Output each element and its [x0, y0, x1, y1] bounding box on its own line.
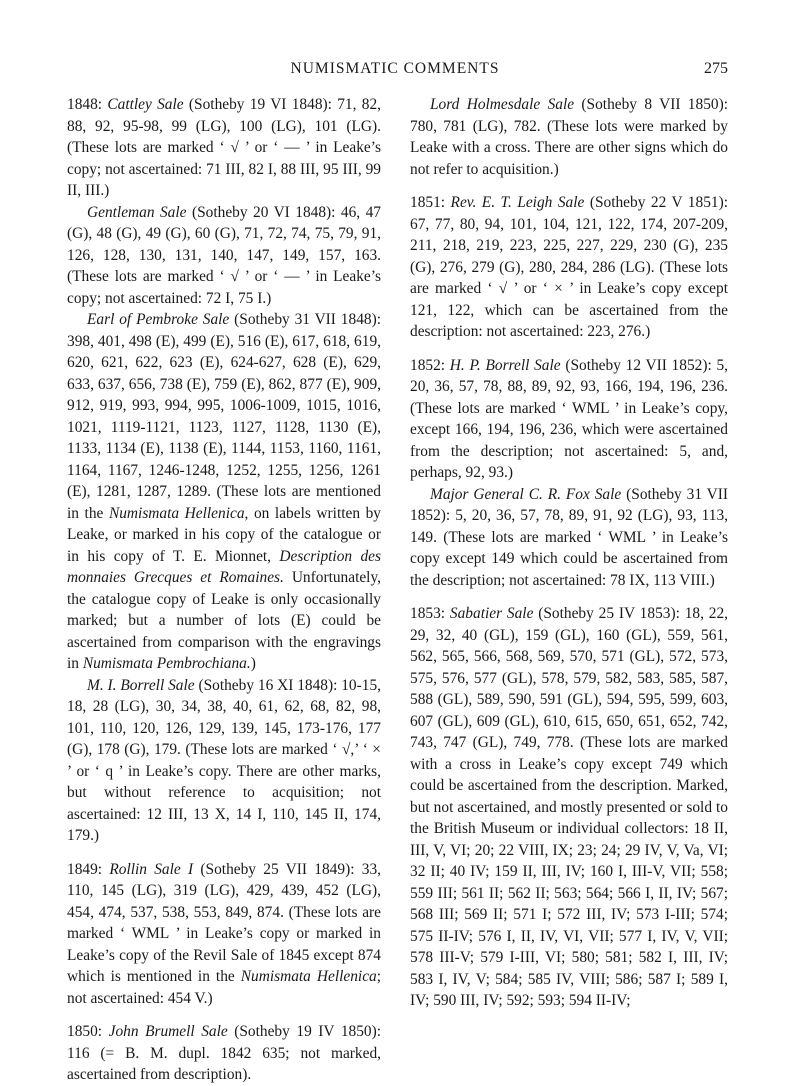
entry-mi-borrell-sale: M. I. Borrell Sale (Sotheby 16 XI 1848): 10-15, 18, 28 (LG), 30, 34, 38, 40, 61, 62, 68, 82, 98, 101, 110, 120, 126, 129, 139, 145, 173-176, 177 (G), 178 (G), 179. (These lots are marked ‘ √,’ ‘ × ’ or ‘ q ’ in Leake’s copy. There are other marks, but without reference to acquisition; not ascertained: 12 III, 13 X, 14 I, 110, 145 II, 174, 179.)	[67, 676, 381, 844]
entry-pembroke-sale: Earl of Pembroke Sale (Sotheby 31 VII 1848): 398, 401, 498 (E), 499 (E), 516 (E), 617, 618, 619, 620, 621, 622, 623 (E), 624-627, 628 (E), 629, 633, 637, 656, 738 (E), 759 (E), 862, 877 (E), 909, 912, 919, 993, 994, 995, 1006-1009, 1015, 1016, 1021, 1119-1121, 1123, 1127, 1128, 1130 (E), 1133, 1134 (E), 1138 (E), 1144, 1153, 1160, 1161, 1164, 1167, 1246-1248, 1252, 1255, 1256, 1261 (E), 1281, 1287, 1289. (These lots are mentioned in the Numismata Hellenica, on labels written by Leake, or marked in his copy of the catalogue or in his copy of T. E. Mionnet, Description des monnaies Grecques et Romaines. Unfortunately, the catalogue copy of Leake is only occasionally marked; but a number of lots (E) could be ascertained from comparison with the engravings in Numismata Pembrochiana.)	[67, 311, 382, 672]
entry-leigh-sale: 1851: Rev. E. T. Leigh Sale (Sotheby 22 V 1851): 67, 77, 80, 94, 101, 104, 121, 122, 174, 207-209, 211, 218, 219, 223, 225, 227, 229, 230 (G), 235 (G), 276, 279 (G), 280, 284, 286 (LG). (These lots are marked ‘ √ ’ or ‘ × ’ in Leake’s copy except 121, 122, which can be ascertained from the description: not ascertained: 223, 276.)	[410, 194, 728, 340]
running-title: NUMISMATIC COMMENTS	[290, 60, 500, 77]
entry-rollin-sale: 1849: Rollin Sale I (Sotheby 25 VII 1849): 33, 110, 145 (LG), 319 (LG), 429, 439, 452 (LG), 454, 474, 537, 538, 553, 849, 874. (These lots are marked ‘ WML ’ in Leake’s copy or marked in Leake’s copy of the Revil Sale of 1845 except 874 which is mentioned in the Numismata Hellenica; not ascertained: 454 V.)	[67, 860, 382, 1007]
entry-holmesdale-sale: Lord Holmesdale Sale (Sotheby 8 VII 1850): 780, 781 (LG), 782. (These lots were marked by Leake with a cross. There are other signs which do not refer to acquisition.)	[410, 96, 728, 178]
entry-fox-sale: Major General C. R. Fox Sale (Sotheby 31 VII 1852): 5, 20, 36, 57, 78, 89, 91, 92 (LG), 93, 113, 149. (These lots are marked ‘ WML ’ in Leake’s copy except 149 which could be ascertained from the description; not ascertained: 78 IX, 113 VIII.)	[410, 485, 729, 589]
entry-sabatier-sale: 1853: Sabatier Sale (Sotheby 25 IV 1853): 18, 22, 29, 32, 40 (GL), 159 (GL), 160 (GL), 559, 561, 562, 565, 566, 568, 569, 570, 571 (GL), 572, 573, 575, 576, 577 (GL), 578, 579, 582, 583, 585, 587, 588 (GL), 589, 590, 591 (GL), 594, 595, 599, 603, 607 (GL), 609 (GL), 610, 615, 650, 651, 652, 742, 743, 747 (GL), 749, 778. (These lots are marked with a cross in Leake’s copy except 749 which could be ascertained from the description. Marked, but not ascertained, and mostly presented or sold to the British Museum or individual collectors: 18 II, III, V, VI; 20; 22 VIII, IX; 23; 24; 29 IV, V, Va, VI; 32 II; 40 IV; 159 II, III, IV; 160 I, III-V, VII; 558; 559 III; 561 II; 562 II; 563; 564; 566 I, II, IV; 567; 568 III; 569 II; 571 I; 572 III, IV; 573 I-III; 574; 575 II-IV; 576 I, II, IV, VI, VII; 577 I, IV, V, VII; 578 III-V; 579 I-III, VI; 580; 581; 582 I, III, IV; 583 I, IV, V; 584; 585 IV, VIII; 586; 587 I; 589 I, IV; 590 III, IV; 592; 593; 594 II-IV;	[410, 605, 729, 1009]
right-column	[410, 94, 728, 1012]
entry-gentleman-sale: Gentleman Sale (Sotheby 20 VI 1848): 46, 47 (G), 48 (G), 49 (G), 60 (G), 71, 72, 74, 75, 79, 91, 126, 128, 130, 131, 140, 147, 149, 157, 163. (These lots are marked ‘ √ ’ or ‘ — ’ in Leake’s copy; not ascertained: 72 I, 75 I.)	[67, 203, 382, 307]
left-column	[67, 94, 381, 1086]
entry-hp-borrell-sale: 1852: H. P. Borrell Sale (Sotheby 12 VII 1852): 5, 20, 36, 57, 78, 88, 89, 92, 93, 166, 194, 196, 236. (These lots are marked ‘ WML ’ in Leake’s copy, except 166, 194, 196, 236, which were ascertained from the description; not ascertained: 5, and, perhaps, 92, 93.)	[410, 356, 729, 481]
page-number: 275	[704, 60, 728, 77]
entry-cattley-sale: 1848: Cattley Sale (Sotheby 19 VI 1848): 71, 82, 88, 92, 95-98, 99 (LG), 100 (LG), 101 (LG). (These lots are marked ‘ √ ’ or ‘ — ’ in Leake’s copy; not ascertained: 71 III, 82 I, 88 III, 95 III, 99 II, III.)	[67, 96, 381, 199]
entry-brumell-sale: 1850: John Brumell Sale (Sotheby 19 IV 1850): 116 (= B. M. dupl. 1842 635; not marked, ascertained from description).	[67, 1023, 381, 1083]
running-header	[0, 60, 790, 84]
